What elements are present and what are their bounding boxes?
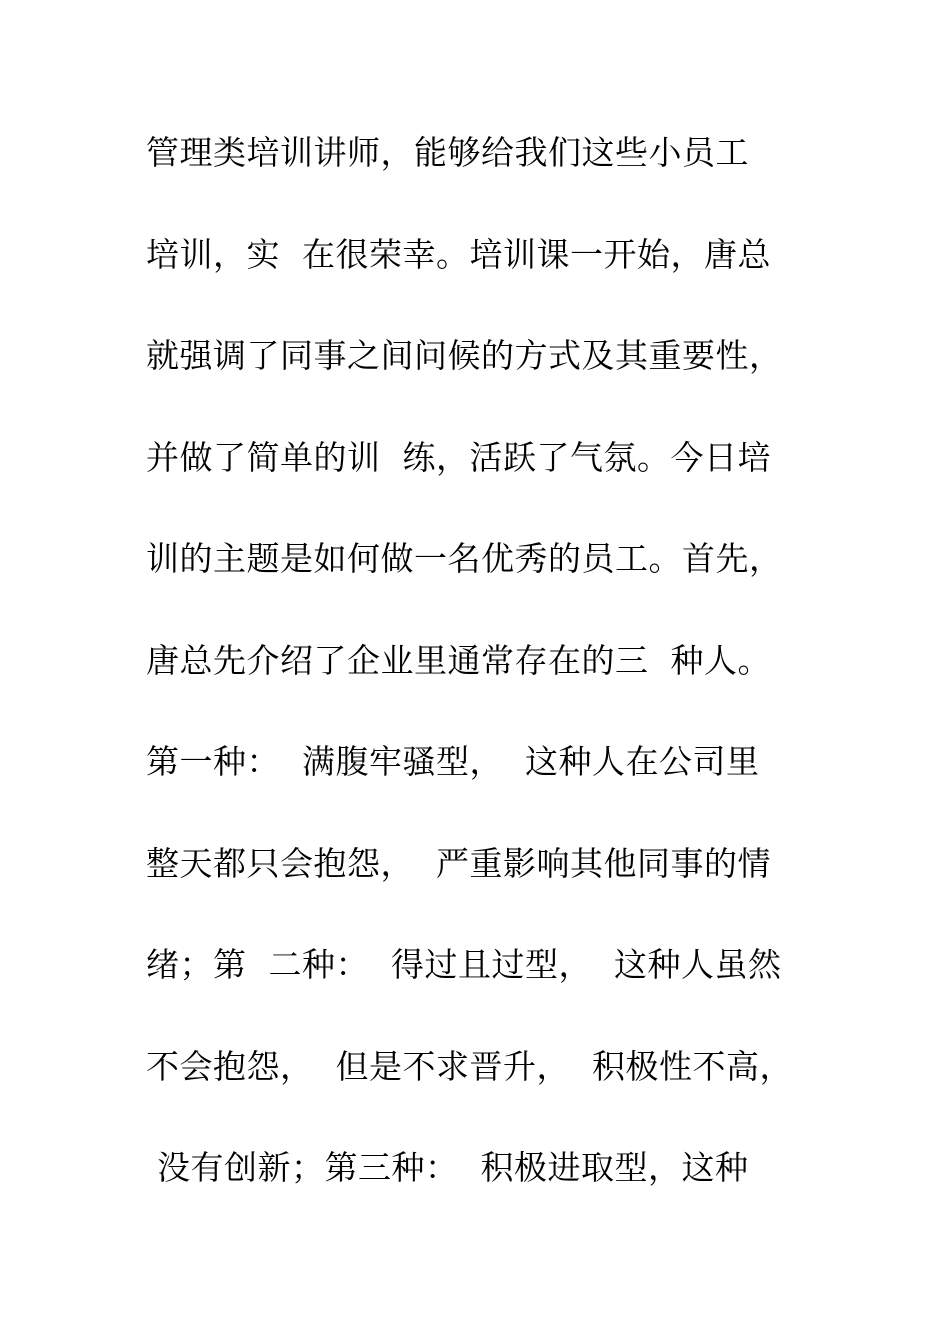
text-line-4: 并做了简单的训 练，活跃了气氛。今日培 (146, 437, 771, 477)
text-line-5: 训的主题是如何做一名优秀的员工。首先， (146, 539, 783, 578)
text-line-8: 整天都只会抱怨， 严重影响其他同事的情 (146, 843, 771, 883)
text-line-9: 绪；第 二种： 得过且过型， 这种人虽然 (146, 945, 782, 984)
text-line-1: 管理类培训讲师，能够给我们这些小员工 (146, 133, 749, 172)
text-line-6: 唐总先介绍了企业里通常存在的三 种人。 (146, 640, 771, 680)
text-line-2: 培训，实 在很荣幸。培训课一开始，唐总 (146, 234, 771, 274)
body-text (146, 123, 806, 1240)
text-line-7: 第一种： 满腹牢骚型， 这种人在公司里 (146, 742, 760, 781)
text-line-11: 没有创新；第三种： 积极进取型，这种 (146, 1148, 749, 1187)
text-line-3: 就强调了同事之间问候的方式及其重要性， (146, 336, 783, 375)
text-line-10: 不会抱怨， 但是不求晋升， 积极性不高， (146, 1046, 793, 1086)
